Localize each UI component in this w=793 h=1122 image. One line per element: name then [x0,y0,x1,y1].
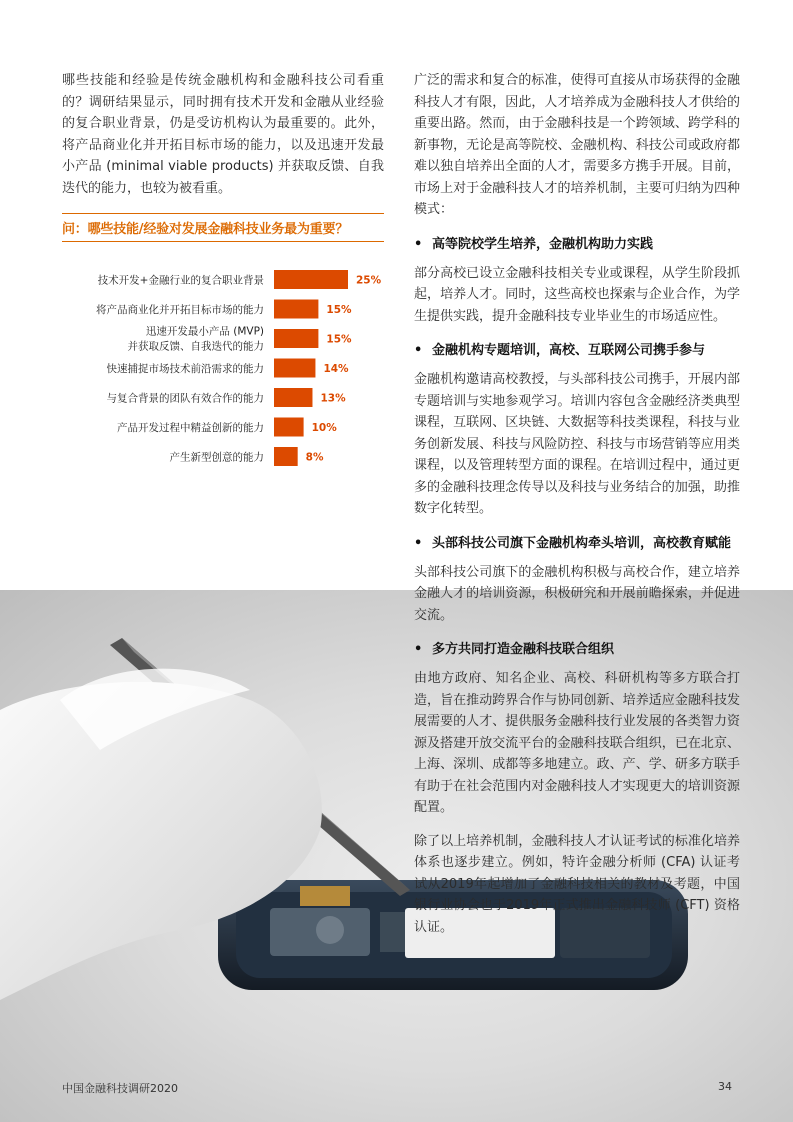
category-label: 并获取反馈、自我迭代的能力 [127,340,264,353]
right-column [414,70,740,938]
category-label: 产品开发过程中精益创新的能力 [117,422,264,434]
section-body-university: 部分高校已设立金融科技相关专业或课程，从学生阶段抓起，培养人才。同时，这些高校也探索与企业合作，为学生提供实践，提升金融科技专业毕业生的市场适应性。 [414,265,740,324]
value-label: 13% [320,392,346,405]
value-label: 25% [356,274,382,287]
left-column [62,70,384,474]
bar [274,418,304,437]
skills-bar-chart-svg [62,264,384,474]
section-heading-tech-company: • 头部科技公司旗下金融机构牵头培训，高校教育赋能 [414,534,740,554]
left-intro-paragraph: 哪些技能和经验是传统金融机构和金融科技公司看重的？调研结果显示，同时拥有技术开发和金融从业经验的复合职业背景，仍是受访机构认为最重要的。此外，将产品商业化并开拓目标市场的能力，以及迅速开发最小产品 (minimal viable products) 并获取反馈、自我迭代的能力，也较为被看重。 [62,73,384,196]
category-label: 与复合背景的团队有效合作的能力 [106,392,264,405]
category-label: 产生新型创意的能力 [169,451,264,464]
category-label: 技术开发+金融行业的复合职业背景 [97,274,264,287]
page-number: 34 [718,1080,732,1093]
closing-paragraph: 除了以上培养机制，金融科技人才认证考试的标准化培养体系也逐步建立。例如，特许金融分析师 (CFA) 认证考试从2019年起增加了金融科技相关的教材及考题，中国银行业协会也于2019年正式推出金融科技师 (CFT) 资格认证。 [414,833,740,935]
category-label: 将产品商业化并开拓目标市场的能力 [96,304,264,316]
section-body-institution-training: 金融机构邀请高校教授，与头部科技公司携手，开展内部专题培训与实地参观学习。培训内容包含金融经济类典型课程，互联网、区块链、大数据等科技类课程，科技与业务创新发展、科技与风险防控、科技与市场营销等应用类课程，以及管理转型方面的课程。在培训过程中，通过更多的金融科技理念传导以及科技与业务结合的加强，助推数字化转型。 [414,372,740,516]
bar [274,329,318,348]
section-heading-joint-organization: • 多方共同打造金融科技联合组织 [414,640,740,660]
value-label: 10% [311,422,337,434]
right-intro-paragraph: 广泛的需求和复合的标准，使得可直接从市场获得的金融科技人才有限，因此，人才培养成为金融科技人才供给的重要出路。然而，由于金融科技是一个跨领域、跨学科的新事物，无论是高等院校、金融机构、科技公司或政府都难以独自培养出全面的人才，需要多方携手开展。目前，市场上对于金融科技人才的培养机制，主要可归纳为四种模式： [414,73,740,217]
bar [274,300,318,319]
category-label: 快速捕捉市场技术前沿需求的能力 [106,363,264,375]
bar [274,447,298,466]
footer-report-title: 中国金融科技调研2020 [62,1082,178,1095]
value-label: 8% [305,451,324,464]
section-body-tech-company: 头部科技公司旗下的金融机构积极与高校合作，建立培养金融人才的培训资源，积极研究和开展前瞻探索，并促进交流。 [414,564,740,623]
bar [274,270,348,289]
section-heading-institution-training: • 金融机构专题培训，高校、互联网公司携手参与 [414,341,740,361]
value-label: 14% [323,363,349,375]
section-heading-university: • 高等院校学生培养，金融机构助力实践 [414,235,740,255]
value-label: 15% [326,304,352,316]
survey-question: 问：哪些技能/经验对发展金融科技业务最为重要？ [62,213,384,242]
value-label: 15% [326,333,352,346]
bar [274,359,315,378]
section-body-joint-organization: 由地方政府、知名企业、高校、科研机构等多方联合打造，旨在推动跨界合作与协同创新、培养适应金融科技发展需要的人才、提供服务金融科技行业发展的各类智力资源及搭建开放交流平台的金融科技联合组织，已在北京、上海、深圳、成都等多地建立。政、产、学、研多方联手有助于在社会范围内对金融科技人才实现更大的培训资源配置。 [414,671,740,815]
bar [274,388,312,407]
skills-bar-chart [62,264,384,474]
category-label: 迅速开发最小产品 (MVP) [145,325,264,338]
